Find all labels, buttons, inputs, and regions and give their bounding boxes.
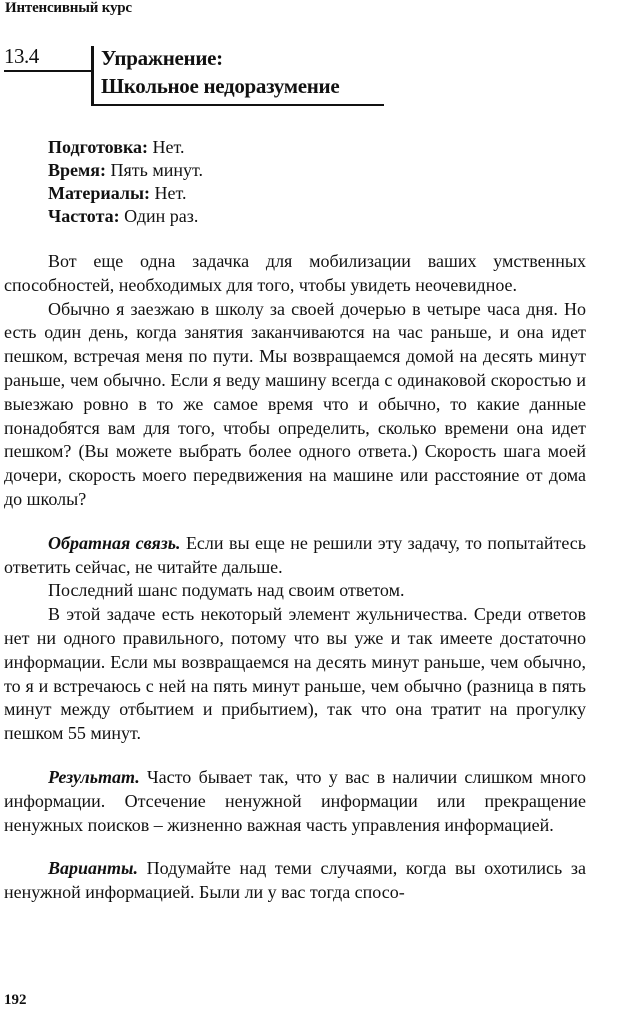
variants-text: Подумайте над теми случаями, когда вы охотились за ненужной информацией. Были ли у вас тогда спосо-	[4, 858, 586, 903]
meta-label: Подготовка:	[48, 137, 149, 157]
section-divider-rule	[91, 46, 94, 106]
section-title-underline	[91, 104, 384, 106]
meta-value: Нет.	[154, 183, 187, 203]
meta-label: Материалы:	[48, 183, 151, 203]
result-label: Результат.	[48, 766, 140, 787]
meta-value: Пять минут.	[110, 160, 204, 180]
body-text	[4, 250, 586, 905]
feedback-label: Обратная связь.	[48, 532, 181, 553]
page-number: 192	[4, 992, 27, 1008]
section-number: 13.4	[4, 44, 39, 68]
section-title-line1: Упражнение:	[101, 46, 223, 70]
meta-materials	[48, 182, 203, 205]
last-chance-paragraph: Последний шанс подумать над своим ответом.	[48, 580, 405, 601]
intro-paragraph: Вот еще одна задачка для мобилизации ваших умственных способностей, необходимых для того, чтобы увидеть неочевидное.	[4, 251, 586, 295]
section-title	[101, 44, 339, 100]
section-number-underline	[4, 70, 92, 72]
meta-label: Время:	[48, 160, 106, 180]
meta-label: Частота:	[48, 206, 120, 226]
meta-frequency	[48, 205, 203, 228]
result-text: Часто бывает так, что у вас в наличии слишком много информации. Отсечение ненужной информации или прекращение ненужных поисков – жизненно важная часть управления информацией.	[4, 766, 587, 835]
result-paragraph	[4, 766, 586, 837]
meta-value: Нет.	[152, 137, 185, 157]
section-title-line2: Школьное недоразумение	[101, 74, 340, 98]
variants-paragraph	[4, 857, 586, 905]
exercise-meta	[48, 136, 203, 228]
variants-label: Варианты.	[48, 858, 138, 879]
running-head: Интенсивный курс	[5, 0, 132, 16]
problem-paragraph: Обычно я заезжаю в школу за своей дочерью в четыре часа дня. Но есть один день, когда занятия заканчиваются на час раньше, и она идет пешком, встречая меня по пути. Мы возвращаемся домой на десять минут раньше, чем обычно. Если я веду машину всегда с одинаковой скоростью и выезжаю ровно в то же самое время что и обычно, то какие данные понадобятся вам для того, чтобы определить, сколько времени она идет пешком? (Вы можете выбрать более одного ответа.) Скорость шага моей дочери, скорость моего передвижения на машине или расстояние от дома до школы?	[4, 298, 586, 509]
feedback-paragraph	[4, 532, 586, 580]
meta-preparation	[48, 136, 203, 159]
feedback-text: Если вы еще не решили эту задачу, то попытайтесь ответить сейчас, не читайте дальше.	[4, 532, 586, 577]
answer-paragraph: В этой задаче есть некоторый элемент жульничества. Среди ответов нет ни одного правильного, потому что вы уже и так имеете достаточно информации. Если мы возвращаемся на десять минут раньше, чем обычно, то я и встречаюсь с ней на пять минут раньше, чем обычно (разница в пять минут между отбытием и прибытием), так что она тратит на прогулку пешком 55 минут.	[4, 604, 586, 744]
meta-time	[48, 159, 203, 182]
meta-value: Один раз.	[124, 206, 199, 226]
